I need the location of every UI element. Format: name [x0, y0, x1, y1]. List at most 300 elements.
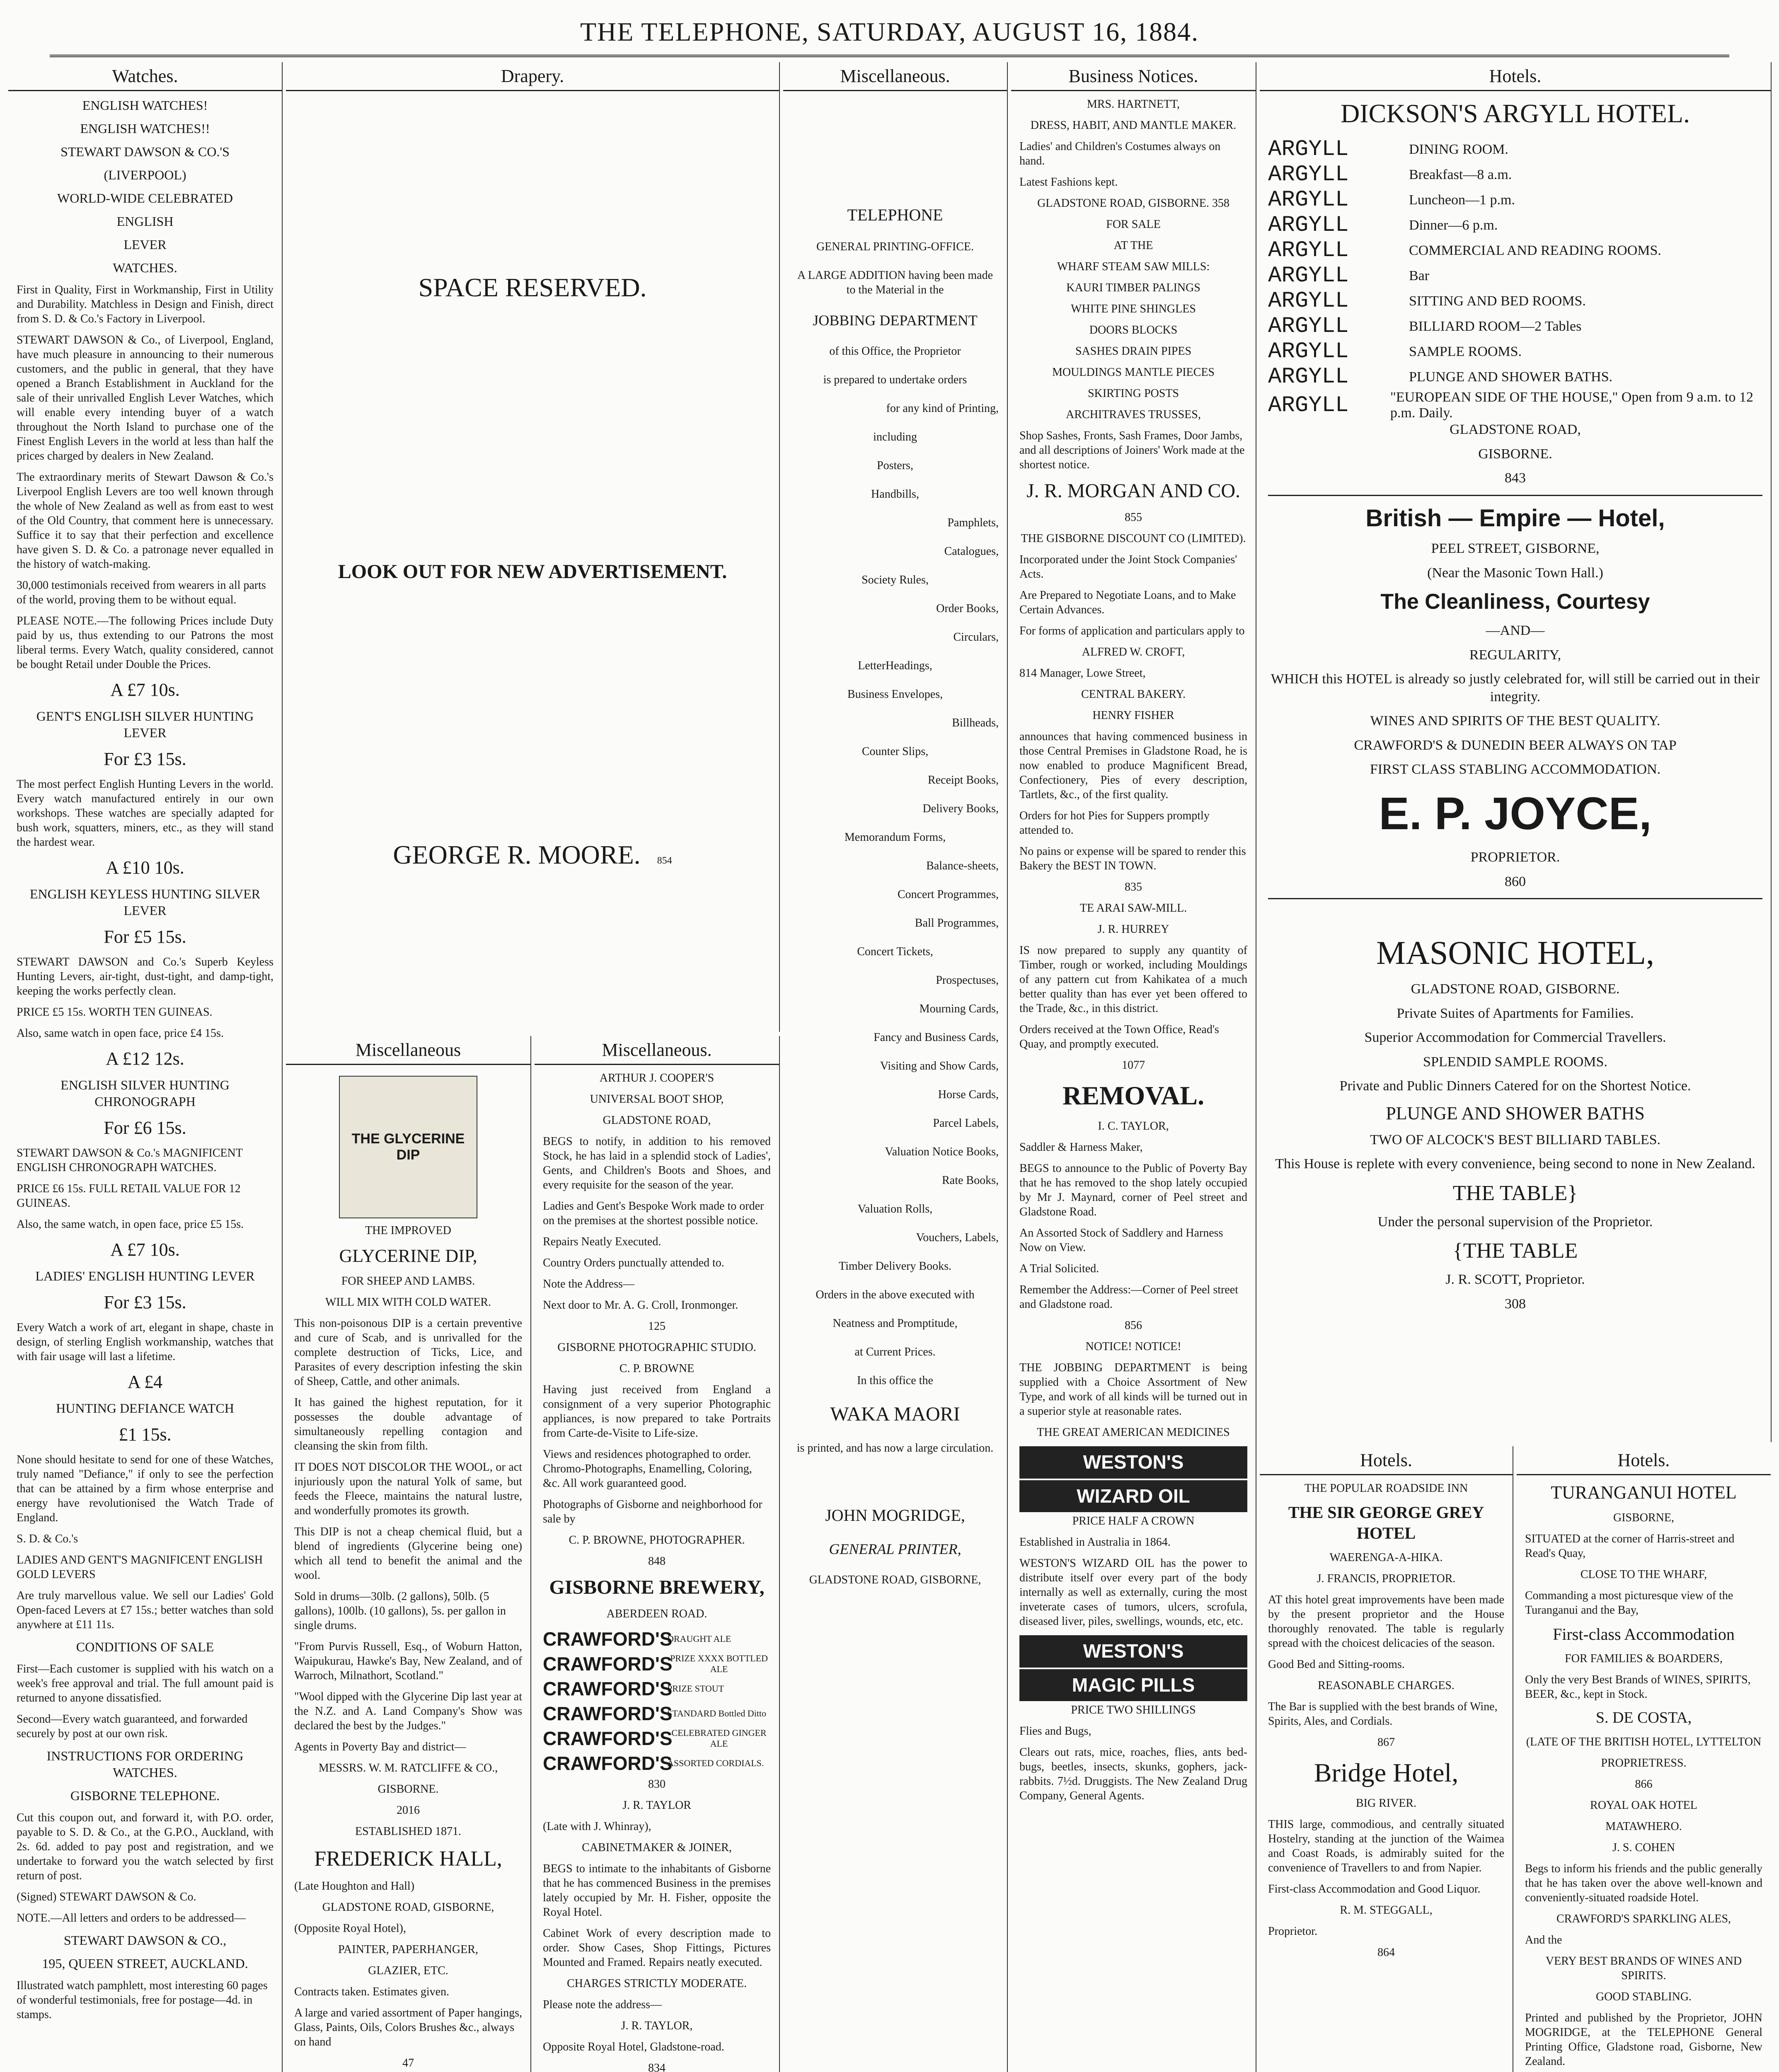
text-line: Every Watch a work of art, elegant in shape, chaste in design, of sterling English workmanship, watches that with fair usage will last a lifetime. — [17, 1321, 274, 1363]
text-line: THE GISBORNE DISCOUNT CO (LIMITED). — [1021, 532, 1246, 545]
text-line: Concert Programmes, — [897, 888, 999, 901]
text-line: A Trial Solicited. — [1019, 1262, 1099, 1275]
text-line: GLADSTONE ROAD, GISBORNE, — [322, 1901, 494, 1914]
text-line: LADIES AND GENT'S MAGNIFICENT ENGLISH GOLD LEVERS — [17, 1554, 263, 1581]
misc-left-body — [286, 1065, 530, 2072]
text-line: 867 — [1377, 1736, 1395, 1749]
masthead-title: THE TELEPHONE, SATURDAY, AUGUST 16, 1884. — [580, 17, 1199, 46]
text-line: 2016 — [397, 1804, 420, 1817]
text-line: GENERAL PRINTING-OFFICE. — [816, 240, 974, 253]
text-line: WORLD-WIDE CELEBRATED — [57, 191, 233, 206]
text-line: 864 — [1377, 1946, 1395, 1959]
text-line: PROPRIETOR. — [1470, 850, 1560, 865]
text-line: Horse Cards, — [938, 1088, 999, 1101]
text-line: 30,000 testimonials received from wearers in all parts of the world, proving them to be without equal. — [17, 579, 266, 606]
argyll-text: DINING ROOM. — [1409, 141, 1508, 157]
text-line: A £10 10s. — [106, 857, 184, 878]
argyll-word: ARGYLL — [1268, 213, 1349, 238]
argyll-word: ARGYLL — [1268, 392, 1349, 418]
argyll-text: Dinner—6 p.m. — [1409, 217, 1498, 233]
text-line: Mourning Cards, — [919, 1002, 999, 1015]
text-line: SASHES DRAIN PIPES — [1075, 345, 1192, 358]
argyll-row — [1268, 339, 1762, 364]
text-line: FOR FAMILIES & BOARDERS, — [1565, 1652, 1723, 1665]
text-line: TELEPHONE — [847, 206, 943, 224]
argyll-text: Bar — [1409, 268, 1430, 283]
text-line: Fancy and Business Cards, — [874, 1031, 999, 1044]
argyll-text: "EUROPEAN SIDE OF THE HOUSE," Open from 9 a.m. to 12 p.m. Daily. — [1390, 390, 1754, 421]
text-line: The Bar is supplied with the best brands of Wine, Spirits, Ales, and Cordials. — [1268, 1700, 1498, 1728]
text-line: WAKA MAORI — [830, 1403, 960, 1425]
text-line: SKIRTING POSTS — [1087, 387, 1179, 400]
text-line: 856 — [1125, 1319, 1142, 1332]
text-line: FIRST CLASS STABLING ACCOMMODATION. — [1370, 762, 1661, 777]
text-line: GISBORNE BREWERY, — [549, 1576, 765, 1598]
text-line: IS now prepared to supply any quantity of Timber, rough or worked, including Mouldings of any pattern cut from Kahikatea of a much better quality than has ever yet been offered to the Trade, &c., in this district. — [1019, 944, 1247, 1015]
text-line: PLUNGE AND SHOWER BATHS — [1386, 1103, 1645, 1123]
text-line: ENGLISH SILVER HUNTING CHRONOGRAPH — [61, 1077, 230, 1109]
text-line: INSTRUCTIONS FOR ORDERING WATCHES. — [46, 1748, 244, 1780]
text-line: MASONIC HOTEL, — [1376, 935, 1655, 971]
crawford-row — [543, 1628, 771, 1650]
text-line: Also, the same watch, in open face, price £5 15s. — [17, 1218, 244, 1231]
text-line: DOORS BLOCKS — [1089, 324, 1178, 336]
crawford-word: CRAWFORD'S — [543, 1728, 673, 1749]
text-line: Photographs of Gisborne and neighborhood for sale by — [543, 1498, 762, 1525]
text-line: First—Each customer is supplied with his watch on a week's free approval and trial. The full amount paid is returned to anyone dissatisfied. — [17, 1663, 274, 1704]
text-line: GLADSTONE ROAD, — [1450, 422, 1581, 437]
column-hotels-grey — [1260, 1446, 1513, 2072]
text-line: Superior Accommodation for Commercial Travellers. — [1364, 1030, 1666, 1045]
text-line: 814 Manager, Lowe Street, — [1019, 667, 1146, 680]
text-line: (LIVERPOOL) — [104, 167, 186, 182]
text-line: For £3 15s. — [104, 1292, 186, 1312]
text-line: Valuation Rolls, — [857, 1203, 933, 1215]
text-line: It has gained the highest reputation, for it possesses the double advantage of simultaneously repelling contagion and cleansing the skin from filth. — [294, 1396, 522, 1452]
masthead-rule — [50, 55, 1729, 57]
text-line: Commanding a most picturesque view of the Turanganui and the Bay, — [1525, 1589, 1733, 1617]
printing-office-body — [783, 91, 1007, 1607]
text-line: Private and Public Dinners Catered for on the Shortest Notice. — [1339, 1078, 1691, 1094]
text-line: Receipt Books, — [927, 774, 999, 787]
text-line: WIZARD OIL — [1019, 1480, 1247, 1513]
argyll-word: ARGYLL — [1268, 364, 1349, 390]
text-line: J. R. SCOTT, Proprietor. — [1445, 1272, 1585, 1287]
text-line: announces that having commenced business in those Central Premises in Gladstone Road, he is now enabled to produce Magnificent Bread, Confectionery, Pies of every description, Tartlets, &c., of the first quality. — [1019, 730, 1247, 801]
text-line: MESSRS. W. M. RATCLIFFE & CO., — [318, 1762, 498, 1774]
text-line: Memorandum Forms, — [844, 831, 946, 844]
text-line: VERY BEST BRANDS OF WINES AND SPIRITS. — [1545, 1954, 1742, 1982]
argyll-word: ARGYLL — [1268, 314, 1349, 339]
turanganui-hotel-body — [1517, 1475, 1771, 2072]
text-line: Sold in drums—30lb. (2 gallons), 50lb. (5 gallons), 100lb. (10 gallons), 5s. per gallon in single drums. — [294, 1590, 506, 1632]
text-line: Prospectuses, — [936, 974, 999, 987]
text-line: CRAWFORD'S SPARKLING ALES, — [1556, 1912, 1731, 1925]
look-out-notice: LOOK OUT FOR NEW ADVERTISEMENT. — [338, 561, 727, 583]
crawford-tag: PRIZE STOUT — [667, 1683, 724, 1694]
text-line: Parcel Labels, — [933, 1117, 999, 1130]
text-line: Printed and published by the Proprietor, JOHN MOGRIDGE, at the TELEPHONE General Printing Office, Gladstone road, Gisborne, New Zealand. — [1525, 2011, 1762, 2068]
glycerine-tin-illustration: THE GLYCERINE DIP — [339, 1076, 477, 1218]
text-line: JOHN MOGRIDGE, — [825, 1506, 965, 1525]
text-line: Views and residences photographed to order. Chromo-Photographs, Enamelling, Coloring, &c. All work guaranteed good. — [543, 1448, 752, 1490]
text-line: S. D. & Co.'s — [17, 1532, 78, 1545]
text-line: Established in Australia in 1864. — [1019, 1536, 1171, 1549]
argyll-text: SAMPLE ROOMS. — [1409, 344, 1522, 359]
column-header-miscellaneous: Miscellaneous. — [783, 62, 1007, 91]
text-line: 308 — [1505, 1296, 1526, 1312]
text-line: The Cleanliness, Courtesy — [1380, 590, 1650, 614]
text-line: First in Quality, First in Workmanship, First in Utility and Durability. Matchless in Design and Finish, direct from S. D. & Co.'s Factory in Liverpool. — [17, 283, 274, 325]
text-line: GLYCERINE DIP, — [339, 1246, 477, 1266]
text-line: WAERENGA-A-HIKA. — [1329, 1551, 1443, 1564]
column-misc-mid — [535, 1036, 780, 2072]
text-line: WHARF STEAM SAW MILLS: — [1057, 260, 1210, 273]
george-moore: GEORGE R. MOORE. — [393, 840, 641, 869]
text-line: STEWART DAWSON & Co., of Liverpool, England, have much pleasure in announcing to their numerous customers, and the public in general, that they have opened a Branch Establishment in Auckland for the sale of their unrivalled English Lever Watches, which will enable every intending buyer of a watch throughout the North Island to purchase one of the Finest English Levers in the world at less than half the prices charged by dealers in New Zealand. — [17, 334, 274, 462]
argyll-text: Luncheon—1 p.m. — [1409, 192, 1515, 208]
text-line: 835 — [1125, 881, 1142, 893]
text-line: Also, same watch in open face, price £4 15s. — [17, 1027, 224, 1040]
text-line: MOULDINGS MANTLE PIECES — [1052, 366, 1215, 379]
text-line: GLADSTONE ROAD, — [603, 1114, 711, 1127]
text-line: Orders in the above executed with — [816, 1288, 975, 1301]
column-hotels — [1260, 62, 1772, 1442]
text-line: PAINTER, PAPERHANGER, — [338, 1943, 478, 1956]
argyll-word: ARGYLL — [1268, 339, 1349, 364]
text-line: Business Envelopes, — [847, 688, 943, 701]
text-line: UNIVERSAL BOOT SHOP, — [590, 1093, 724, 1106]
text-line: Having just received from England a consignment of a very superior Photographic appliances, is now prepared to take Portraits from Carte-de-Visite to Life-size. — [543, 1383, 771, 1440]
text-line: Illustrated watch pamphlett, most interesting 60 pages of wonderful testimonials, free for postage—4d. in stamps. — [17, 1979, 268, 2021]
crawford-word: CRAWFORD'S — [543, 1703, 673, 1724]
text-line: Contracts taken. Estimates given. — [294, 1985, 450, 1998]
text-line: Repairs Neatly Executed. — [543, 1235, 661, 1248]
text-line: Saddler & Harness Maker, — [1019, 1141, 1143, 1154]
argyll-text: BILLIARD ROOM—2 Tables — [1409, 318, 1582, 334]
text-line: THIS large, commodious, and centrally situated Hostelry, standing at the junction of the Waimea and Coast Roads, is admirably suited for the convenience of Travellers to and from Napier. — [1268, 1818, 1504, 1874]
argyll-row — [1268, 213, 1762, 238]
text-line: The extraordinary merits of Stewart Dawson & Co.'s Liverpool English Levers are too well known through the whole of New Zealand as well as from east to west of the Old Country, that comment here is unnecessary. Suffice it to say that their perfection and excellence have given S. D. & Co. a patronage never equalled in the history of watch-making. — [17, 471, 274, 571]
misc-mid-body — [535, 1065, 779, 2072]
text-line: Good Bed and Sitting-rooms. — [1268, 1658, 1405, 1671]
text-line: FREDERICK HALL, — [314, 1847, 502, 1871]
text-line: Order Books, — [936, 602, 999, 615]
british-empire-hotel — [1268, 503, 1762, 891]
text-line: Concert Tickets, — [857, 945, 933, 958]
text-line: This DIP is not a cheap chemical fluid, but a blend of ingredients (Glycerine being one) which all tend to benefit the animal and the wool. — [294, 1525, 522, 1582]
text-line: For £3 15s. — [104, 749, 186, 769]
crawford-tag: STANDARD Bottled Ditto — [667, 1708, 767, 1719]
argyll-word: ARGYLL — [1268, 137, 1349, 162]
text-line: J. R. HURREY — [1097, 923, 1169, 936]
text-line: (LATE OF THE BRITISH HOTEL, LYTTELTON — [1526, 1735, 1762, 1748]
text-line: Billheads, — [952, 716, 999, 729]
text-line: BEGS to announce to the Public of Poverty Bay that he has removed to the shop lately occupied by Mr J. Maynard, corner of Peel street and Gladstone Road. — [1019, 1162, 1247, 1218]
text-line: A £12 12s. — [106, 1048, 184, 1069]
text-line: PROPRIETRESS. — [1601, 1756, 1687, 1769]
text-line: Under the personal supervision of the Proprietor. — [1377, 1214, 1653, 1230]
text-line: THE POPULAR ROADSIDE INN — [1304, 1482, 1468, 1495]
argyll-text: COMMERCIAL AND READING ROOMS. — [1409, 242, 1661, 258]
argyll-word: ARGYLL — [1268, 187, 1349, 213]
text-line: PRICE £5 15s. WORTH TEN GUINEAS. — [17, 1006, 213, 1019]
text-line: of this Office, the Proprietor — [829, 345, 961, 358]
text-line: BEGS to intimate to the inhabitants of Gisborne that he has commenced Business in the premises lately occupied by Mr. H. Fisher, opposite the Royal Hotel. — [543, 1862, 771, 1919]
text-line: Clears out rats, mice, roaches, flies, ants bed-bugs, beetles, insects, skunks, gophers, jack-rabbits. 7½d. Druggists. The New Zealand Drug Company, General Agents. — [1019, 1746, 1247, 1802]
text-line: Cut this coupon out, and forward it, with P.O. order, payable to S. D. & Co., at the G.P.O., Auckland, with 2s. 6d. added to pay post and registration, and we undertake to forward you the watch selected by first return of post. — [17, 1811, 274, 1882]
text-line: I. C. TAYLOR, — [1098, 1120, 1169, 1133]
text-line: Rate Books, — [942, 1174, 999, 1187]
text-line: ROYAL OAK HOTEL — [1590, 1798, 1697, 1812]
text-line: REGULARITY, — [1469, 647, 1561, 663]
text-line: Timber Delivery Books. — [839, 1260, 951, 1273]
text-line: CLOSE TO THE WHARF, — [1580, 1568, 1707, 1581]
text-line: 1077 — [1122, 1059, 1145, 1072]
text-line: Country Orders punctually attended to. — [543, 1256, 724, 1269]
text-line: Posters, — [877, 459, 913, 472]
text-line: R. M. STEGGALL, — [1340, 1904, 1433, 1917]
text-line: Remember the Address:—Corner of Peel street and Gladstone road. — [1019, 1283, 1238, 1311]
hotels-body — [1260, 91, 1771, 1325]
text-line: ESTABLISHED 1871. — [355, 1825, 461, 1838]
column-header-misc-mid: Miscellaneous. — [535, 1036, 779, 1065]
text-line: REMOVAL. — [1063, 1081, 1204, 1110]
text-line: JOBBING DEPARTMENT — [813, 312, 978, 329]
text-line: CABINETMAKER & JOINER, — [582, 1841, 732, 1854]
text-line: PLEASE NOTE.—The following Prices include Duty paid by us, thus extending to our Patrons the most liberal terms. Every Watch, quality considered, cannot be bought Retail under Double the Prices. — [17, 615, 274, 671]
argyll-list — [1268, 137, 1762, 421]
text-line: ENGLISH WATCHES!! — [80, 121, 210, 136]
column-header-misc-left: Miscellaneous — [286, 1036, 530, 1065]
text-line: STEWART DAWSON and Co.'s Superb Keyless Hunting Levers, air-tight, dust-tight, and damp-tight, keeping the works perfectly clean. — [17, 956, 274, 997]
column-header-watches: Watches. — [8, 62, 282, 91]
text-line: PRICE TWO SHILLINGS — [1071, 1704, 1196, 1716]
text-line: Handbills, — [871, 488, 919, 501]
text-line: Begs to inform his friends and the public generally that he has taken over the above well-known and conveniently-situated roadside Hotel. — [1525, 1862, 1762, 1904]
text-line: And the — [1525, 1933, 1562, 1946]
text-line: Are truly marvellous value. We sell our Ladies' Gold Open-faced Levers at £7 15s.; better watches than sold anywhere at £11 11s. — [17, 1589, 274, 1631]
text-line: A £7 10s. — [110, 1239, 180, 1260]
text-line: LADIES' ENGLISH HUNTING LEVER — [35, 1268, 255, 1283]
crawford-row — [543, 1702, 771, 1725]
text-line: E. P. JOYCE, — [1379, 788, 1652, 839]
argyll-text: Breakfast—8 a.m. — [1409, 167, 1512, 182]
text-line: ABERDEEN ROAD. — [606, 1607, 707, 1620]
text-line: STEWART DAWSON & Co.'s MAGNIFICENT ENGLISH CHRONOGRAPH WATCHES. — [17, 1147, 243, 1174]
text-line: Incorporated under the Joint Stock Companies' Acts. — [1019, 553, 1237, 581]
text-line: 848 — [648, 1555, 666, 1568]
text-line: THE SIR GEORGE GREY HOTEL — [1288, 1503, 1484, 1542]
crawford-tag: CELEBRATED GINGER ALE — [671, 1728, 767, 1749]
text-line: Cabinet Work of every description made to order. Show Cases, Shop Fittings, Pictures Mounted and Framed. Repairs neatly executed. — [543, 1927, 771, 1969]
text-line: Second—Every watch guaranteed, and forwarded securely by post at our own risk. — [17, 1713, 248, 1740]
text-line: ENGLISH KEYLESS HUNTING SILVER LEVER — [29, 886, 261, 918]
text-line: WESTON'S — [1019, 1446, 1247, 1479]
text-line: Pamphlets, — [947, 516, 999, 529]
argyll-footer — [1268, 421, 1762, 487]
text-line: NOTE.—All letters and orders to be addressed— — [17, 1912, 246, 1924]
text-line: Delivery Books, — [922, 802, 999, 815]
text-line: GENERAL PRINTER, — [829, 1541, 961, 1557]
text-line: DRESS, HABIT, AND MANTLE MAKER. — [1030, 119, 1237, 132]
text-line: at Current Prices. — [854, 1346, 936, 1358]
text-line: 125 — [648, 1320, 666, 1333]
text-line: THE GREAT AMERICAN MEDICINES — [1037, 1426, 1230, 1439]
text-line: PRICE HALF A CROWN — [1072, 1515, 1195, 1527]
text-line: GISBORNE. — [378, 1783, 439, 1796]
text-line: is prepared to undertake orders — [823, 373, 967, 386]
text-line: 195, QUEEN STREET, AUCKLAND. — [42, 1956, 248, 1971]
text-line: WESTON'S WIZARD OIL has the power to distribute itself over every part of the body internally as well as externally, curing the most inveterate cases of tumors, ulcers, scrofula, diseased liver, piles, swellings, wounds, etc, etc. — [1019, 1557, 1247, 1628]
text-line: BIG RIVER. — [1355, 1797, 1417, 1810]
text-line: LetterHeadings, — [858, 659, 932, 672]
text-line: "From Purvis Russell, Esq., of Woburn Hatton, Waipukurau, Hawke's Bay, New Zealand, and of Warroch, Milnathort, Scotland." — [294, 1640, 522, 1682]
text-line: Proprietor. — [1268, 1925, 1317, 1938]
text-line: WHICH this HOTEL is already so justly celebrated for, will still be carried out in their integrity. — [1271, 671, 1760, 704]
column-header-business: Business Notices. — [1011, 62, 1256, 91]
column-header-hotels: Hotels. — [1260, 62, 1771, 91]
argyll-word: ARGYLL — [1268, 263, 1349, 288]
text-line: IT DOES NOT DISCOLOR THE WOOL, or act injuriously upon the natural Yolk of same, but feeds the Fleece, maintains the natural lustre, and wonderfully promotes its growth. — [294, 1461, 522, 1517]
argyll-word: ARGYLL — [1268, 288, 1349, 314]
argyll-row — [1268, 314, 1762, 339]
text-line: (Opposite Royal Hotel), — [294, 1922, 406, 1935]
text-line: A £4 — [127, 1372, 163, 1392]
text-line: "Wool dipped with the Glycerine Dip last year at the N.Z. and A. Land Company's Show was declared the best by the Judges." — [294, 1690, 522, 1732]
argyll-row — [1268, 263, 1762, 288]
text-line: SITUATED at the corner of Harris-street and Read's Quay, — [1525, 1532, 1735, 1560]
moore-number: 854 — [657, 855, 672, 866]
text-line: GISBORNE PHOTOGRAPHIC STUDIO. — [557, 1341, 756, 1354]
argyll-text: PLUNGE AND SHOWER BATHS. — [1409, 369, 1613, 385]
text-line: 866 — [1635, 1777, 1653, 1791]
text-line: For £6 15s. — [104, 1118, 186, 1138]
text-line: A £7 10s. — [110, 680, 180, 700]
text-line: GLADSTONE ROAD, GISBORNE. 358 — [1037, 197, 1230, 210]
text-line: —AND— — [1486, 623, 1545, 638]
argyll-text: SITTING AND BED ROOMS. — [1409, 293, 1586, 309]
text-line: First-class Accommodation — [1553, 1625, 1735, 1644]
text-line: TURANGANUI HOTEL — [1551, 1482, 1737, 1503]
column-misc-left — [286, 1036, 531, 2072]
text-line: No pains or expense will be spared to render this Bakery the BEST IN TOWN. — [1019, 845, 1246, 872]
text-line: J. R. MORGAN AND CO. — [1026, 480, 1241, 502]
crawford-word: CRAWFORD'S — [543, 1752, 673, 1774]
text-line: Shop Sashes, Fronts, Sash Frames, Door Jambs, and all descriptions of Joiners' Work made at the shortest notice. — [1019, 429, 1245, 471]
masthead — [0, 0, 1779, 62]
crawford-row — [543, 1653, 771, 1675]
text-line: AT this hotel great improvements have been made by the present proprietor and the House thoroughly renovated. The table is regularly spread with the choicest delicacies of the season. — [1268, 1593, 1504, 1650]
text-line: GISBORNE, — [1613, 1511, 1674, 1524]
text-line: ENGLISH WATCHES! — [82, 98, 208, 113]
masonic-hotel — [1268, 932, 1762, 1313]
text-line: GLADSTONE ROAD, GISBORNE, — [809, 1573, 981, 1586]
text-line: 855 — [1125, 511, 1142, 524]
crawford-tag: PRIZE XXXX BOTTLED ALE — [670, 1653, 768, 1674]
text-line: An Assorted Stock of Saddlery and Harness Now on View. — [1019, 1227, 1223, 1254]
text-line: REASONABLE CHARGES. — [1318, 1679, 1455, 1692]
text-line: MRS. HARTNETT, — [1087, 98, 1180, 111]
text-line: THE JOBBING DEPARTMENT is being supplied with a Choice Assortment of New Type, and work of all kinds will be turned out in a superior style at reasonable rates. — [1019, 1361, 1247, 1418]
text-line: Opposite Royal Hotel, Gladstone-road. — [543, 2041, 724, 2053]
dickson-title: DICKSON'S ARGYLL HOTEL. — [1341, 99, 1690, 128]
text-line: C. P. BROWNE — [619, 1362, 695, 1375]
text-line: Counter Slips, — [862, 745, 929, 758]
text-line: GENT'S ENGLISH SILVER HUNTING LEVER — [36, 709, 254, 740]
text-line: CRAWFORD'S & DUNEDIN BEER ALWAYS ON TAP — [1354, 737, 1677, 753]
crawford-tag: DRAUGHT ALE — [667, 1634, 731, 1644]
argyll-row — [1268, 137, 1762, 162]
crawford-word: CRAWFORD'S — [543, 1653, 673, 1675]
text-line: None should hesitate to send for one of these Watches, truly named "Defiance," if only to see the perfection that can be attained by a firm whose enterprise and energy have revolutionised the Watch Trade of England. — [17, 1453, 274, 1524]
crawford-row — [543, 1727, 771, 1750]
column-header-drapery: Drapery. — [286, 62, 779, 91]
text-line: GISBORNE. — [1478, 446, 1552, 462]
text-line: BEGS to notify, in addition to his removed Stock, he has laid in a splendid stock of Ladies', Gents, and Children's Boots and Shoes, and every requisite for the season of the year. — [543, 1135, 771, 1191]
column-hotels-turanganui — [1517, 1446, 1771, 2072]
argyll-row — [1268, 364, 1762, 390]
text-line: TE ARAI SAW-MILL. — [1080, 902, 1187, 915]
crawford-tag: ASSORTED CORDIALS. — [667, 1758, 764, 1768]
text-line: 47 — [402, 2057, 414, 2070]
text-line: WESTON'S — [1019, 1635, 1247, 1668]
text-line: Neatness and Promptitude, — [833, 1317, 958, 1330]
text-line: 843 — [1505, 470, 1526, 486]
argyll-word: ARGYLL — [1268, 162, 1349, 187]
text-line: Ladies and Gent's Bespoke Work made to order on the premises at the shortest possible notice. — [543, 1200, 764, 1227]
text-line: for any kind of Printing, — [886, 402, 999, 415]
text-line: THE IMPROVED — [365, 1224, 451, 1237]
text-line: including — [873, 431, 917, 443]
text-line: {THE TABLE — [1452, 1239, 1578, 1263]
space-reserved: SPACE RESERVED. — [418, 273, 647, 302]
text-line: WINES AND SPIRITS OF THE BEST QUALITY. — [1370, 713, 1660, 729]
text-line: S. DE COSTA, — [1595, 1709, 1692, 1726]
crawford-word: CRAWFORD'S — [543, 1678, 673, 1699]
text-line: This non-poisonous DIP is a certain preventive and cure of Scab, and is unrivalled for the complete destruction of Ticks, Lice, and Parasites of every description infesting the skin of Sheep, Cattle, and other animals. — [294, 1317, 522, 1388]
argyll-row — [1268, 238, 1762, 263]
text-line: A large and varied assortment of Paper hangings, Glass, Paints, Oils, Colors Brushes &c., always on hand — [294, 2007, 523, 2048]
text-line: STEWART DAWSON & CO., — [63, 1933, 227, 1948]
text-line: CENTRAL BAKERY. — [1081, 688, 1186, 701]
text-line: Latest Fashions kept. — [1019, 176, 1118, 189]
argyll-row — [1268, 390, 1762, 421]
text-line: NOTICE! NOTICE! — [1085, 1340, 1181, 1353]
column-watches — [8, 62, 283, 2072]
text-line: TWO OF ALCOCK'S BEST BILLIARD TABLES. — [1370, 1132, 1661, 1147]
watches-body — [8, 91, 282, 2034]
text-line: Orders for hot Pies for Suppers promptly attended to. — [1019, 809, 1210, 837]
text-line: ALFRED W. CROFT, — [1082, 646, 1185, 658]
text-line: GOOD STABLING. — [1595, 1990, 1692, 2003]
text-line: J. R. TAYLOR, — [621, 2019, 693, 2032]
text-line: WATCHES. — [113, 260, 177, 275]
text-line: J. S. COHEN — [1612, 1841, 1675, 1854]
text-line: Circulars, — [953, 631, 999, 644]
text-line: Ball Programmes, — [915, 917, 999, 929]
grey-hotel-body — [1260, 1475, 1513, 1972]
text-line: First-class Accommodation and Good Liquor. — [1268, 1883, 1481, 1895]
argyll-row — [1268, 288, 1762, 314]
text-line: Private Suites of Apartments for Families. — [1397, 1005, 1634, 1021]
text-line: The most perfect English Hunting Levers in the world. Every watch manufactured entirely in our own workshops. These watches are specially adapted for bush work, squatters, miners, etc., as they will stand the hardest wear. — [17, 778, 274, 849]
column-header-hotels-grey: Hotels. — [1260, 1446, 1513, 1475]
text-line: HENRY FISHER — [1092, 709, 1174, 722]
text-line: Flies and Bugs, — [1019, 1725, 1092, 1738]
column-header-hotels-turanganui: Hotels. — [1517, 1446, 1771, 1475]
text-line: Visiting and Show Cards, — [880, 1060, 999, 1072]
